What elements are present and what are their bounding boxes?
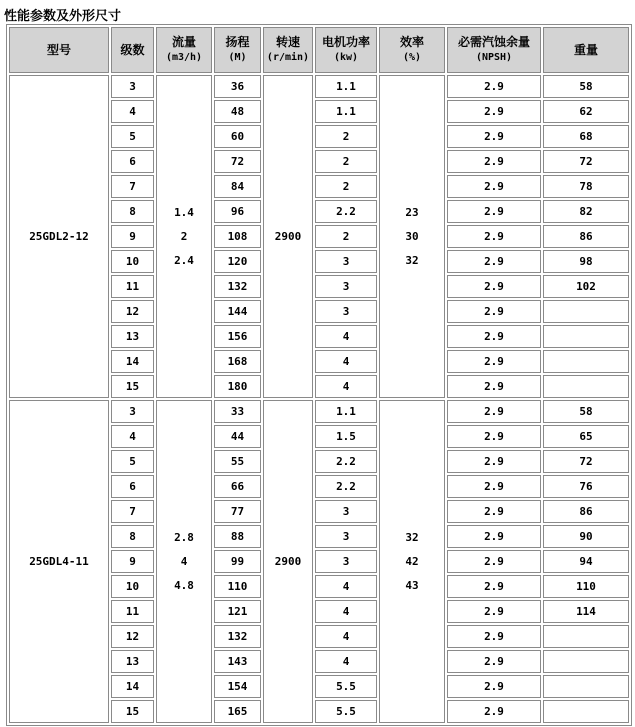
power-cell: 3 [315,525,377,548]
weight-cell: 98 [543,250,629,273]
head-cell: 154 [214,675,261,698]
stages-cell: 6 [111,150,154,173]
stages-cell: 14 [111,675,154,698]
head-cell: 144 [214,300,261,323]
npsh-cell: 2.9 [447,450,541,473]
npsh-cell: 2.9 [447,275,541,298]
npsh-cell: 2.9 [447,200,541,223]
power-cell: 4 [315,575,377,598]
weight-cell: 114 [543,600,629,623]
head-cell: 33 [214,400,261,423]
flow-cell-value: 2 [180,229,188,243]
power-cell: 2 [315,175,377,198]
page-title: 性能参数及外形尺寸 [4,9,122,24]
efficiency-cell-value: 30 [405,229,419,243]
power-cell: 4 [315,650,377,673]
head-cell: 168 [214,350,261,373]
power-cell: 3 [315,550,377,573]
table-row [9,400,629,423]
power-cell: 4 [315,375,377,398]
stages-cell: 11 [111,275,154,298]
head-cell: 143 [214,650,261,673]
stages-cell: 9 [111,550,154,573]
weight-cell: 86 [543,225,629,248]
stages-cell: 12 [111,625,154,648]
npsh-cell: 2.9 [447,575,541,598]
head-cell: 121 [214,600,261,623]
table-body [9,75,629,723]
efficiency-cell-value: 32 [405,530,419,544]
head-cell: 48 [214,100,261,123]
stages-cell: 14 [111,350,154,373]
head-cell: 132 [214,275,261,298]
npsh-cell: 2.9 [447,625,541,648]
npsh-cell: 2.9 [447,425,541,448]
power-cell: 3 [315,300,377,323]
efficiency-cell [379,75,445,398]
weight-cell: 90 [543,525,629,548]
npsh-cell: 2.9 [447,675,541,698]
npsh-cell: 2.9 [447,525,541,548]
npsh-cell: 2.9 [447,150,541,173]
stages-cell: 15 [111,375,154,398]
npsh-cell: 2.9 [447,500,541,523]
npsh-cell: 2.9 [447,325,541,348]
header-npsh: 必需汽蚀余量 (NPSH) [447,27,541,73]
head-cell: 165 [214,700,261,723]
flow-cell [156,400,212,723]
power-cell: 3 [315,500,377,523]
weight-cell: 58 [543,400,629,423]
header-head: 扬程 (M) [214,27,261,73]
weight-cell: 110 [543,575,629,598]
weight-cell [543,650,629,673]
performance-table [6,24,632,726]
head-cell: 156 [214,325,261,348]
table-row [9,75,629,98]
efficiency-cell-value: 23 [405,205,419,219]
efficiency-cell-value: 42 [405,554,419,568]
stages-cell: 15 [111,700,154,723]
header-power: 电机功率 (kw) [315,27,377,73]
weight-cell: 72 [543,150,629,173]
head-cell: 108 [214,225,261,248]
npsh-cell: 2.9 [447,375,541,398]
stages-cell: 5 [111,450,154,473]
weight-cell: 86 [543,500,629,523]
stages-cell: 4 [111,100,154,123]
flow-cell-value: 2.4 [174,253,194,267]
npsh-cell: 2.9 [447,475,541,498]
weight-cell: 62 [543,100,629,123]
power-cell: 3 [315,275,377,298]
header-model: 型号 [9,27,109,73]
flow-cell-value: 1.4 [174,205,194,219]
efficiency-cell-value: 43 [405,578,419,592]
weight-cell [543,350,629,373]
head-cell: 36 [214,75,261,98]
npsh-cell: 2.9 [447,650,541,673]
stages-cell: 8 [111,525,154,548]
weight-cell [543,625,629,648]
weight-cell: 65 [543,425,629,448]
weight-cell [543,700,629,723]
npsh-cell: 2.9 [447,550,541,573]
header-row [9,27,629,73]
flow-cell-value: 4.8 [174,578,194,592]
power-cell: 5.5 [315,675,377,698]
stages-cell: 8 [111,200,154,223]
stages-cell: 10 [111,575,154,598]
header-efficiency: 效率 (%) [379,27,445,73]
weight-cell [543,375,629,398]
head-cell: 55 [214,450,261,473]
power-cell: 2.2 [315,475,377,498]
npsh-cell: 2.9 [447,175,541,198]
power-cell: 2.2 [315,450,377,473]
npsh-cell: 2.9 [447,700,541,723]
power-cell: 2 [315,225,377,248]
stages-cell: 10 [111,250,154,273]
stages-cell: 3 [111,400,154,423]
head-cell: 88 [214,525,261,548]
power-cell: 1.1 [315,100,377,123]
weight-cell: 76 [543,475,629,498]
head-cell: 96 [214,200,261,223]
power-cell: 4 [315,325,377,348]
power-cell: 3 [315,250,377,273]
head-cell: 180 [214,375,261,398]
stages-cell: 9 [111,225,154,248]
power-cell: 2 [315,150,377,173]
weight-cell [543,675,629,698]
stages-cell: 7 [111,175,154,198]
npsh-cell: 2.9 [447,125,541,148]
npsh-cell: 2.9 [447,350,541,373]
npsh-cell: 2.9 [447,400,541,423]
stages-cell: 13 [111,650,154,673]
weight-cell: 102 [543,275,629,298]
power-cell: 2 [315,125,377,148]
npsh-cell: 2.9 [447,100,541,123]
header-weight: 重量 [543,27,629,73]
header-stages: 级数 [111,27,154,73]
weight-cell [543,300,629,323]
npsh-cell: 2.9 [447,300,541,323]
weight-cell: 94 [543,550,629,573]
stages-cell: 5 [111,125,154,148]
head-cell: 110 [214,575,261,598]
model-cell: 25GDL2-12 [9,75,109,398]
head-cell: 66 [214,475,261,498]
flow-cell-value: 2.8 [174,530,194,544]
weight-cell: 68 [543,125,629,148]
npsh-cell: 2.9 [447,75,541,98]
stages-cell: 4 [111,425,154,448]
power-cell: 1.1 [315,400,377,423]
power-cell: 4 [315,625,377,648]
weight-cell: 78 [543,175,629,198]
flow-cell-value: 4 [180,554,188,568]
stages-cell: 11 [111,600,154,623]
head-cell: 132 [214,625,261,648]
power-cell: 5.5 [315,700,377,723]
weight-cell: 82 [543,200,629,223]
speed-cell: 2900 [263,75,313,398]
stages-cell: 7 [111,500,154,523]
head-cell: 84 [214,175,261,198]
head-cell: 77 [214,500,261,523]
npsh-cell: 2.9 [447,250,541,273]
weight-cell: 72 [543,450,629,473]
power-cell: 4 [315,600,377,623]
power-cell: 1.5 [315,425,377,448]
head-cell: 44 [214,425,261,448]
weight-cell: 58 [543,75,629,98]
flow-cell [156,75,212,398]
speed-cell: 2900 [263,400,313,723]
stages-cell: 12 [111,300,154,323]
head-cell: 60 [214,125,261,148]
stages-cell: 6 [111,475,154,498]
npsh-cell: 2.9 [447,600,541,623]
header-speed: 转速 (r/min) [263,27,313,73]
model-cell: 25GDL4-11 [9,400,109,723]
weight-cell [543,325,629,348]
power-cell: 4 [315,350,377,373]
stages-cell: 3 [111,75,154,98]
head-cell: 120 [214,250,261,273]
stages-cell: 13 [111,325,154,348]
head-cell: 72 [214,150,261,173]
power-cell: 1.1 [315,75,377,98]
header-flow: 流量 (m3/h) [156,27,212,73]
efficiency-cell-value: 32 [405,253,419,267]
head-cell: 99 [214,550,261,573]
power-cell: 2.2 [315,200,377,223]
efficiency-cell [379,400,445,723]
npsh-cell: 2.9 [447,225,541,248]
